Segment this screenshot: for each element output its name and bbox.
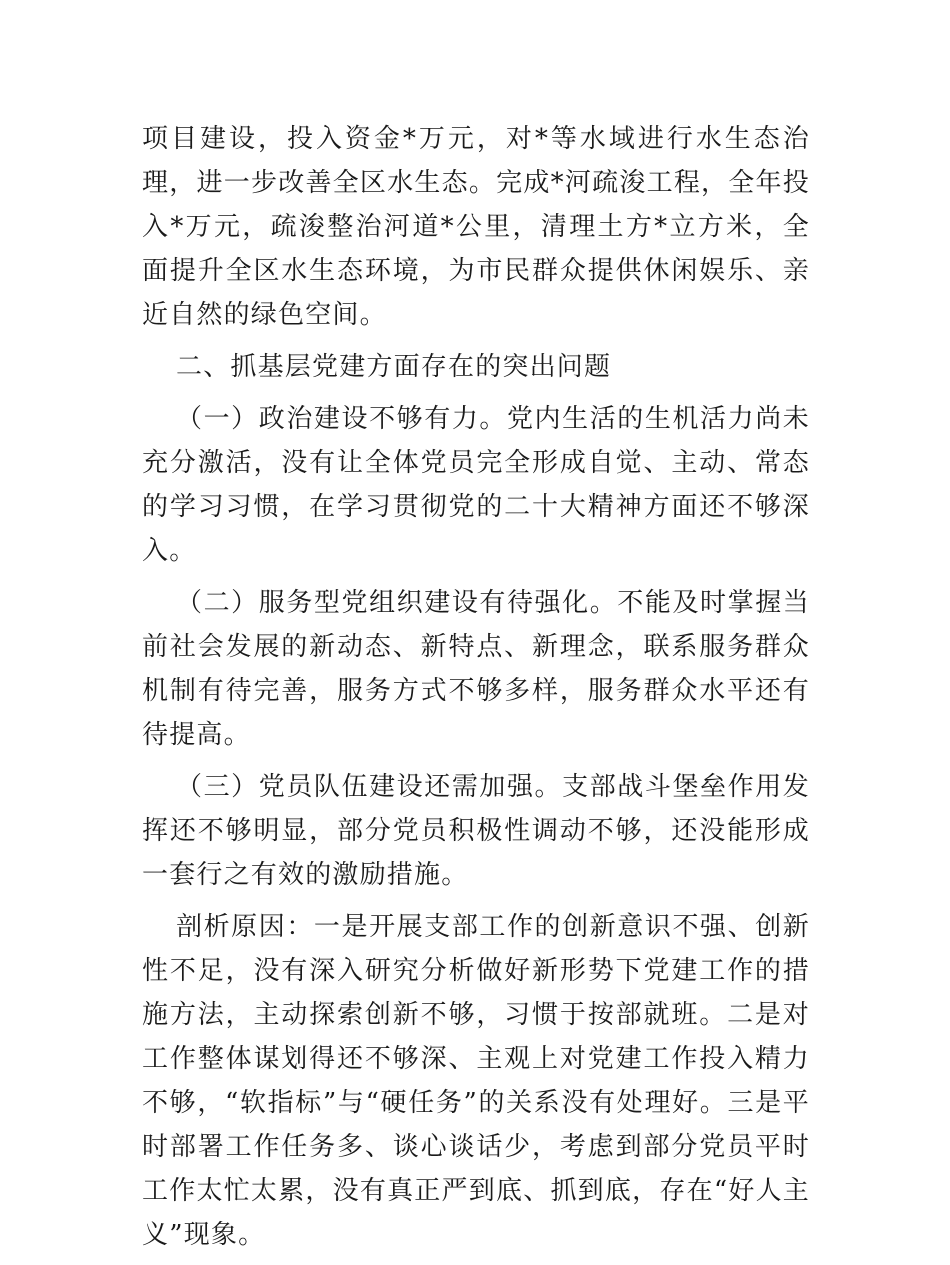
paragraph-issue-2: （二）服务型党组织建设有待强化。不能及时掌握当前社会发展的新动态、新特点、新理念，联系服务群众机制有待完善，服务方式不够多样，服务群众水平还有待提高。 bbox=[142, 588, 810, 750]
document-body bbox=[142, 117, 810, 1265]
paragraph-cause-analysis: 剖析原因：一是开展支部工作的创新意识不强、创新性不足，没有深入研究分析做好新形势下党建工作的措施方法，主动探索创新不够，习惯于按部就班。二是对工作整体谋划得还不够深、主观上对党建工作投入精力不够，“软指标”与“硬任务”的关系没有处理好。三是平时部署工作任务多、谈心谈话少，考虑到部分党员平时工作太忙太累，没有真正严到底、抓到底，存在“好人主义”现象。 bbox=[142, 912, 810, 1250]
paragraph-continuation: 项目建设，投入资金*万元，对*等水域进行水生态治理，进一步改善全区水生态。完成*河疏浚工程，全年投入*万元，疏浚整治河道*公里，清理土方*立方米，全面提升全区水生态环境，为市民群众提供休闲娱乐、亲近自然的绿色空间。 bbox=[142, 124, 810, 330]
paragraph-issue-3: （三）党员队伍建设还需加强。支部战斗堡垒作用发挥还不够明显，部分党员积极性调动不够，还没能形成一套行之有效的激励措施。 bbox=[142, 772, 810, 890]
paragraph-issue-1: （一）政治建设不够有力。党内生活的生机活力尚未充分激活，没有让全体党员完全形成自觉、主动、常态的学习习惯，在学习贯彻党的二十大精神方面还不够深入。 bbox=[142, 404, 810, 566]
section-heading: 二、抓基层党建方面存在的突出问题 bbox=[176, 352, 612, 382]
